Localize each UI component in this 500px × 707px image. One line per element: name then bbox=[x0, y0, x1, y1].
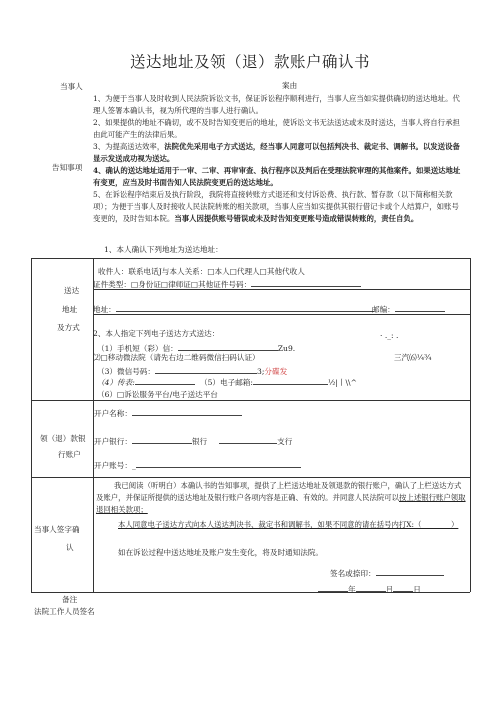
confirm-label-1: 当事人签字确 bbox=[34, 525, 80, 534]
confirm-label-2: 认 bbox=[66, 543, 74, 552]
notice-label: 告知事项 bbox=[52, 163, 83, 172]
change-notice: 如在诉讼过程中送达地址及账户发生变化，将及时通知法院。 bbox=[118, 548, 324, 557]
wechat-field: （3）微信号码： 3;分碟发 bbox=[97, 364, 287, 378]
address-label-2: 地址 bbox=[62, 305, 78, 314]
account-label-1: 领（退）款银 bbox=[40, 434, 86, 443]
e-delivery-heading: 2、本人指定下列电子送达方式送达： bbox=[93, 329, 220, 338]
mobile-court-note: 三汽⑹¼¾ bbox=[394, 353, 432, 362]
postcode-field: 邮编： bbox=[372, 302, 445, 316]
account-bank-field: 开户银行： 银行 支行 bbox=[94, 434, 292, 448]
account-name-field: 开户名称： bbox=[94, 406, 242, 420]
confirm-statement: 我已阅读（听明白）本确认书的告知事项，提供了上栏送达地址及领退款的银行账户，确认了上栏送达方式及账户，并保证所提供的送达地址及银行账户各项内容是正确、有效的。并同意人民法院可以按上述银行账户领取退回相关款项； bbox=[96, 481, 466, 514]
address-label-1: 送达 bbox=[64, 286, 80, 295]
table-rule bbox=[31, 592, 470, 593]
date-field[interactable]: 年 月 日 bbox=[318, 582, 421, 596]
notice-item-5: 5、在诉讼程序结束后及执行阶段，我院将直接转账方式退还和支付诉讼费、执行款、暂存款（以下简称相关款项）；为便于当事人及时接收人民法院转账的相关款项，当事人应当如实提供其银行借记卡或个人结算户，如账号变更的，及时告知本院。当事人因提供账号错误或未及时告知变更账号造成错误转账的，责任自负。 bbox=[93, 190, 459, 223]
remark-label: 备注 bbox=[62, 595, 78, 604]
account-label-2: 行账户 bbox=[58, 450, 81, 459]
notice-item-2: 2、如果提供的地址不确切，或不及时告知变更后的地址，使诉讼文书无法送达或未及时送达，当事人将自行承担由此可能产生的法律后果。 bbox=[93, 118, 460, 139]
email-field: （5）电子邮箱: ½|丨\\^ bbox=[200, 375, 357, 389]
account-number-field: 开户账号：_ bbox=[94, 458, 301, 472]
address-line-1: 1、本人确认下列地址为送达地址： bbox=[104, 245, 223, 254]
notice-item-3: 3、为提高送达效率，法院优先采用电子方式送达，经当事人同意可以包括判决书、裁定书、调解书。以发送设备显示发送成功视为送达。 bbox=[93, 142, 460, 163]
party-label: 当事人 bbox=[60, 82, 83, 91]
platform-option: （6）□诉讼服务平台/电子送达平台 bbox=[97, 390, 218, 399]
cert-line: 证件类型：□身份证□律师证□其他证件号码： bbox=[93, 277, 361, 291]
table-rule bbox=[31, 258, 32, 592]
table-rule bbox=[470, 258, 471, 592]
page-title: 送达地址及领（退）款账户确认书 bbox=[129, 53, 370, 71]
table-rule bbox=[31, 258, 470, 259]
address-line: 地址： bbox=[93, 302, 374, 316]
notice-item-1: 1、为便于当事人及时收到人民法院诉讼文书，保证诉讼程序顺利进行，当事人应当如实提供确切的送达地址。代理人签署本确认书，视为所代理的当事人进行确认。 bbox=[93, 94, 460, 115]
fax-field: （4）传表: bbox=[97, 375, 195, 389]
recipient-line: 收件人：联系电话J与本人关系：□本人□代理人□其他代收人 bbox=[98, 267, 305, 276]
notice-item-4: 4、确认的送达地址适用于一审、二审、再审审查、执行程序以及判后在受理法院审理的其他案件。如果送达地址有变更，应当及时书面告知人民法院变更后的送达地址。 bbox=[93, 166, 461, 187]
table-rule bbox=[31, 477, 470, 478]
table-rule bbox=[93, 258, 94, 592]
case-label: 案由 bbox=[282, 81, 298, 90]
table-rule bbox=[31, 400, 470, 401]
table-rule bbox=[93, 289, 470, 290]
phone-field: （1）手机短（彩）信： Zu9. bbox=[97, 341, 295, 355]
table-rule bbox=[93, 314, 470, 315]
mobile-court-option: ⑵□移动微法院（请先右边二维码微信扫码认证） bbox=[93, 353, 260, 362]
staff-sign-label: 法院工作人员签名 bbox=[34, 607, 95, 616]
address-label-3: 及方式 bbox=[57, 323, 80, 332]
e-delivery-marks: · ._: . bbox=[380, 331, 399, 340]
e-delivery-consent: 本人同意电子送达方式向本人送达判决书、裁定书和调解书，如果不同意的请在括号内打X:（ ） bbox=[118, 520, 459, 529]
signature-field[interactable]: 签名或捺印： bbox=[330, 566, 444, 580]
